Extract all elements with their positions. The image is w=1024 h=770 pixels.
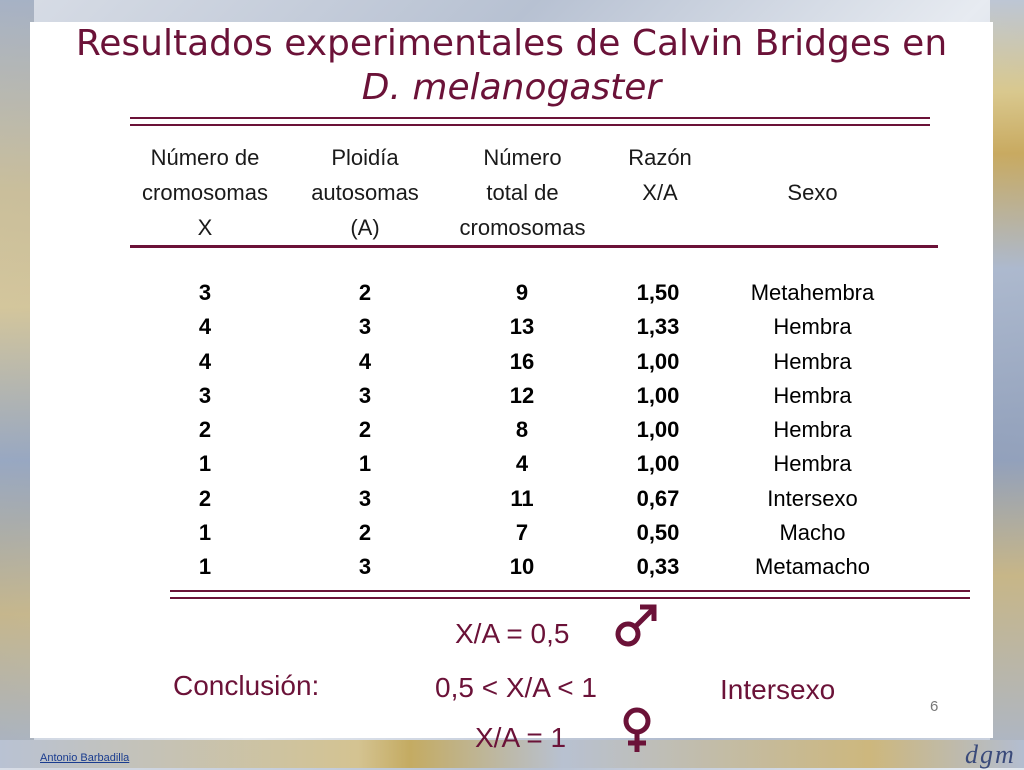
table-cell: 7: [515, 520, 529, 546]
table-cell: 2: [358, 280, 372, 305]
header-line: (A): [350, 215, 380, 240]
table-cell: 2: [358, 417, 372, 443]
table-cell: 3: [358, 485, 372, 511]
title-species: D. melanogaster: [361, 67, 662, 108]
male-symbol-icon: [612, 598, 662, 654]
table-cell: 1,33: [636, 314, 680, 340]
table-cell: 2: [358, 520, 372, 546]
dgm-logo: dgm: [965, 740, 1016, 769]
table-cell: 0,33: [636, 554, 680, 580]
table-cell: 12: [509, 382, 535, 408]
header-total-chromosomes: [440, 140, 605, 245]
female-rule: X/A = 1: [475, 722, 567, 753]
table-cell: 4: [198, 348, 212, 374]
table-cell: Metahembra: [750, 280, 875, 305]
table-cell: 1: [198, 520, 212, 546]
table-cell: 0,50: [636, 520, 680, 546]
table-cell: 1,00: [636, 348, 680, 374]
table-cell: 4: [198, 314, 212, 340]
table-top-rule: [130, 117, 930, 126]
male-rule: X/A = 0,5: [455, 618, 570, 649]
table-cell: Intersexo: [767, 485, 858, 511]
header-line: total de: [486, 180, 559, 205]
female-symbol-icon: [615, 706, 659, 752]
header-bottom-rule: [130, 245, 938, 248]
author-link[interactable]: Antonio Barbadilla: [40, 752, 130, 764]
table-cell: 3: [358, 314, 372, 340]
column-x: [145, 276, 265, 585]
table-cell: 3: [358, 382, 372, 408]
table-cell: 3: [198, 280, 212, 305]
table-cell: 1: [358, 451, 372, 477]
header-line: Número: [483, 145, 562, 170]
table-cell: 3: [198, 382, 212, 408]
table-cell: 2: [198, 417, 212, 443]
header-line: autosomas: [311, 180, 419, 205]
table-cell: Hembra: [773, 348, 852, 374]
table-cell: Hembra: [773, 451, 852, 477]
column-total: [462, 276, 582, 585]
header-line: Número de: [150, 145, 260, 170]
header-line: Sexo: [787, 180, 838, 205]
table-cell: 2: [198, 485, 212, 511]
table-cell: 16: [509, 348, 535, 374]
table-cell: 3: [358, 554, 372, 580]
table-cell: 4: [515, 451, 529, 477]
table-cell: Hembra: [773, 314, 852, 340]
column-ratio: [598, 276, 718, 585]
table-cell: 1: [198, 451, 212, 477]
header-line: cromosomas: [459, 215, 586, 240]
slide: [30, 22, 993, 753]
background-decoration-left: [0, 0, 34, 768]
table-cell: Metamacho: [755, 554, 870, 580]
table-cell: 1,00: [636, 417, 680, 443]
table-cell: 1,00: [636, 451, 680, 477]
intersex-label: Intersexo: [720, 674, 836, 705]
page-number: 6: [930, 698, 939, 715]
background-decoration-right: [990, 0, 1024, 768]
column-a: [305, 276, 425, 585]
column-sex: [720, 276, 905, 585]
table-cell: 1,00: [636, 382, 680, 408]
table-cell: 8: [515, 417, 529, 443]
slide-title: [30, 22, 993, 110]
table-cell: Hembra: [773, 417, 852, 443]
table-cell: Hembra: [773, 382, 852, 408]
conclusion-label: Conclusión:: [173, 670, 320, 701]
header-line: X: [197, 215, 213, 240]
table-cell: 11: [510, 485, 534, 511]
intersex-rule: 0,5 < X/A < 1: [435, 672, 597, 703]
header-line: cromosomas: [142, 180, 268, 205]
table-cell: 4: [358, 348, 372, 374]
header-line: Razón: [628, 145, 692, 170]
table-cell: 9: [515, 280, 529, 305]
header-ratio: [605, 140, 715, 210]
table-cell: Macho: [779, 520, 846, 546]
table-bottom-rule: [170, 590, 970, 599]
header-line: X/A: [642, 180, 678, 205]
table-cell: 1,50: [636, 280, 680, 305]
title-line-1: Resultados experimentales de Calvin Bridges en: [75, 23, 948, 64]
table-cell: 10: [509, 554, 535, 580]
header-sex: [720, 175, 905, 210]
header-autosome-ploidy: [290, 140, 440, 245]
header-line: Ploidía: [331, 145, 399, 170]
table-cell: 1: [198, 554, 212, 580]
table-cell: 0,67: [636, 485, 680, 511]
table-cell: 13: [509, 314, 535, 340]
header-x-chromosomes: [120, 140, 290, 245]
